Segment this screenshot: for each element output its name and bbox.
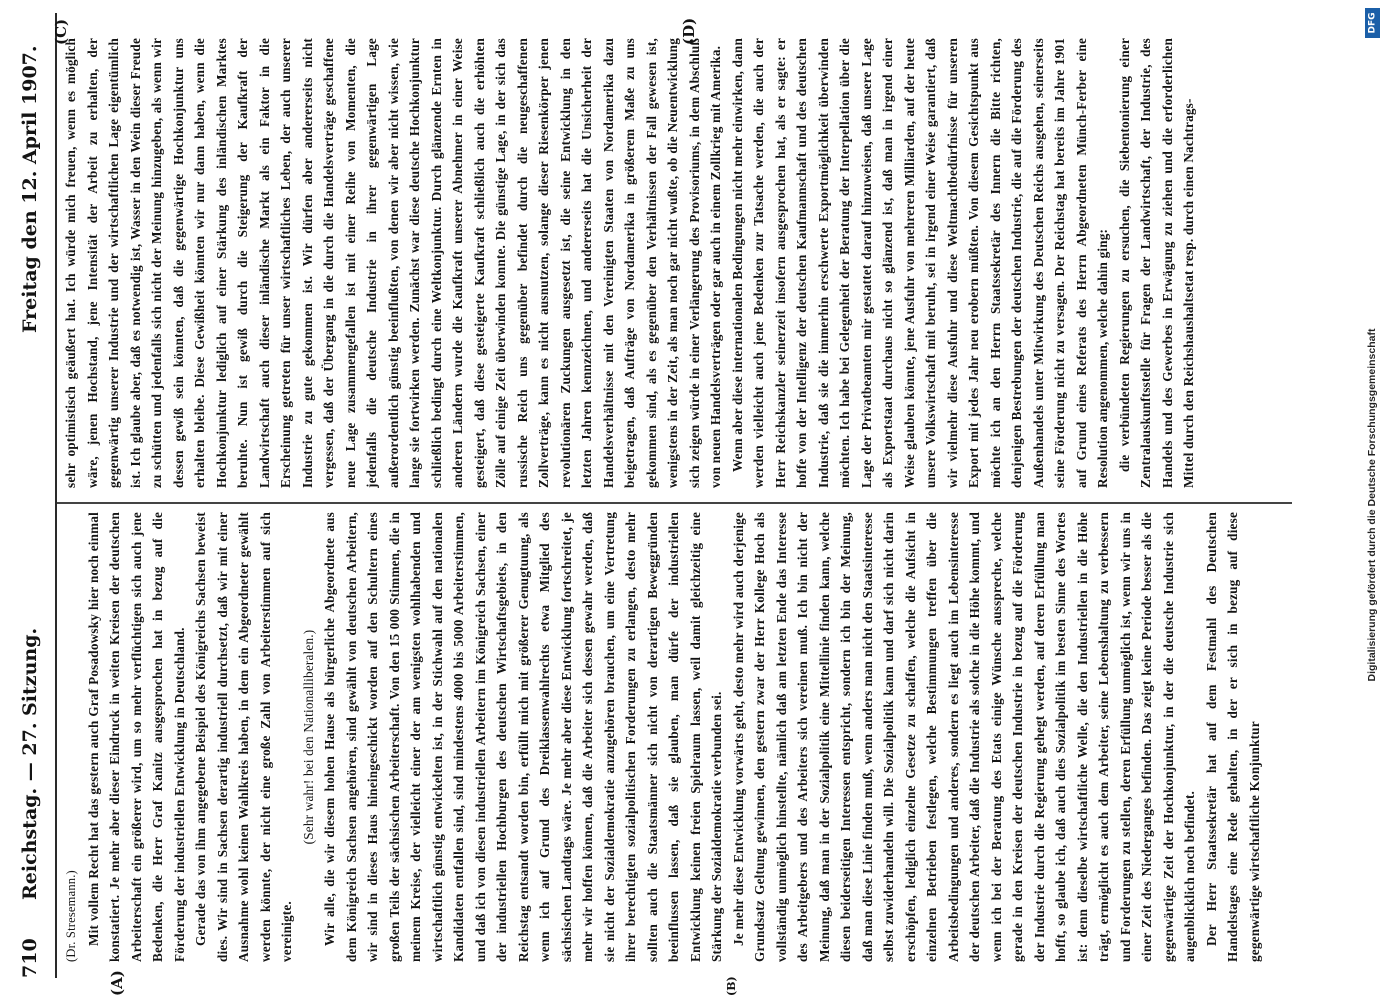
paragraph: Mit vollem Recht hat das gestern auch Graf Posadowsky hier noch einmal konstatiert. Je mehr aber dieser Eindruck in weiten Kreisen der deutschen Arbeiterschaft ein größerer wird, um so mehr verflüchtigen sich auch jene Bedenken, die Herr Graf Kanitz ausgesprochen hat in bezug auf die Förderung der industriellen Entwicklung in Deutschland. — [85, 512, 187, 962]
paragraph: Gerade das von ihm angegebene Beispiel des Königreichs Sachsen beweist dies. Wir sind in Sachsen derartig industriell durchsetzt, daß wir mit einer Ausnahme wohl keinen Wahlkreis haben, in dem ein Abgeordneter gewählt werden könnte, der nicht eine große Zahl von Arbeiterstimmen auf sich vereinigte. — [193, 512, 294, 962]
paragraph: sehr optimistisch geäußert hat. Ich würde mich freuen, wenn es möglich wäre, jenen Hochstand, jene Intensität der Arbeit zu erhalten, der gegenwärtig unserer Industrie und der wirtschaftlichen Lage eigentümlich ist. Ich glaube aber, daß es notwendig ist, Wasser in den Wein dieser Freude zu schütten und jedenfalls sich nicht der Meinung hinzugeben, als wenn wir dessen gewiß sein könnten, daß die gegenwärtige Hochkonjunktur uns erhalten bleibe. Diese Gewißheit könnten wir nur dann haben, wenn die Hochkonjunktur lediglich auf einer Stärkung des inländischen Marktes beruhte. Nun ist gewiß durch die Steigerung der Kaufkraft der Landwirtschaft auch dieser inländische Markt als ein Faktor in die Erscheinung getreten für unser wirtschaftliches Leben, der auch unserer Industrie zu gute gekommen ist. Wir dürfen aber andererseits nicht vergessen, daß der Übergang in die durch die Handelsverträge geschaffene neue Lage zusammengefallen ist mit einer Reihe von Momenten, die jedenfalls die deutsche Industrie in ihrer gegenwärtigen Lage außerordentlich günstig beeinflußten, von denen wir aber nicht wissen, wie lange sie fortwirken werden. Zunächst war diese deutsche Hochkonjunktur schließlich bedingt durch eine Weltkonjunktur. Durch glänzende Ernten in anderen Ländern wurde die Kaufkraft unserer Abnehmer in einer Weise gesteigert, daß diese gesteigerte Kaufkraft schließlich auch die erhöhten Zölle auf einige Zeit überwinden konnte. Die günstige Lage, in der sich das russische Reich uns gegenüber befindet durch die neugeschaffenen Zollverträge, kann es nicht ausnutzen, solange dieser Riesenkörper jenen revolutionären Zuckungen ausgesetzt ist, die seine Entwicklung in den letzten Jahren kennzeichnen, und andererseits hat die Unsicherheit der Handelsverhältnisse mit den Vereinigten Staaten von Nordamerika dazu beigetragen, daß Aufträge von Nordamerika in größerem Maße zu uns gekommen sind, als es gegenüber den Verhältnissen der Fall gewesen ist, wenigstens in der Zeit, als man noch gar nicht wußte, ob die Neuentwicklung sich zeigen würde in einer Verlängerung des Provisoriums, in dem Abschluß von neuen Handelsverträgen oder gar auch in einem Zollkrieg mit Amerika. — [63, 38, 723, 488]
header-rule — [55, 13, 57, 978]
paragraph: Der Herr Staatssekretär hat auf dem Festmahl des Deutschen Handelstages eine Rede gehalten, in der er sich in bezug auf diese gegenwärtige wirtschaftliche Konjunktur — [1203, 512, 1262, 962]
paragraph: Wenn aber diese internationalen Bedingungen nicht mehr einwirken, dann werden vielleicht auch jene Bedenken zur Tatsache werden, die auch der Herr Reichskanzler seinerzeit insofern ausgesprochen hat, als er sagte: er hoffe von der Intelligenz der deutschen Kaufmannschaft und des deutschen Industrie, daß sie die immerhin erschwerte Exportmöglichkeit überwinden möchten. Ich habe bei Gelegenheit der Beratung der Interpellation über die Lage der Privatbeamten mir gestattet darauf hinzuweisen, daß unsere Lage als Exportstaat durchaus nicht so glänzend ist, daß man in irgend einer Weise glauben könnte, jene Ausfuhr von mehreren Milliarden, auf der heute unsere Volkswirtschaft mit beruht, sei in irgend einer Weise garantiert, daß wir vielmehr diese Ausfuhr und diese Weltmachtbedürfnisse für unseren Export mit jedes Jahr neu erobern müßten. Von diesem Gesichtspunkt aus möchte ich an den Herrn Staatssekretär des Innern die Bitte richten, denjenigen Bestrebungen der deutschen Industrie, die auf die Förderung des Außenhandels unter Mitwirkung des Deutschen Reichs ausgehen, seinerseits seine Förderung nicht zu versagen. Der Reichstag hat bereits im Jahre 1901 auf Grund eines Referats des Herrn Abgeordneten Münch-Ferber eine Resolution angenommen, welche dahin ging: — [729, 38, 1110, 488]
margin-marker-a: (A) — [108, 970, 126, 996]
page-title: Reichstag. — 27. Sitzung. — [19, 627, 41, 900]
page-header — [8, 13, 52, 978]
digitization-sidebar — [1363, 8, 1383, 998]
dfg-logo: DFG — [1365, 8, 1380, 38]
right-column — [60, 38, 1285, 488]
speaker-label: (Dr. Stresemann.) — [64, 870, 78, 962]
session-date: Freitag den 12. April 1907. — [19, 45, 41, 333]
digitization-credit: Digitalisierung gefördert durch die Deutsche Forschungsgemeinschaft — [1366, 328, 1378, 682]
interjection: (Sehr wahr! bei den Nationalliberalen.) — [300, 629, 316, 845]
margin-marker-b: (B) — [725, 976, 738, 996]
margin-marker-c: (C) — [52, 18, 70, 45]
paragraph: die verbündeten Regierungen zu ersuchen, die Siebentonierung einer Zentralauskunftsstelle für Fragen der Landwirtschaft, der Industrie, des Handels und des Gewerbes in Erwägung zu ziehen und die erforderlichen Mittel durch den Reichshaushaltsetat resp. durch einen Nachtrags- — [1116, 38, 1196, 488]
column-divider — [57, 503, 1292, 505]
page-number: 710 — [19, 938, 41, 978]
paragraph: Je mehr diese Entwicklung vorwärts geht, desto mehr wird auch derjenige Grundsatz Geltung gewinnen, den gestern zwar der Herr Kollege Hoch als vollständig unmöglich hinstellte, nämlich daß am letzten Ende das Interesse des Arbeitgebers und des Arbeiters sich vereinen muß. Ich bin nicht der Meinung, daß man in der Sozialpolitik eine Mittellinie finden kann, welche diesen beiderseitigen Interessen entspricht, sondern ich bin der Meinung, daß man diese Linie finden muß, wenn anders man nicht den Staatsinteresse selbst zuwiderhandeln will. Die Sozialpolitik kann und darf sich nicht darin erschöpfen, lediglich einzelne Gesetze zu schaffen, welche die Aufsicht in einzelnen Betrieben festlegen, welche Bestimmungen treffen über die Arbeitsbedingungen und anderes, sondern es liegt auch im Lebensinteresse der deutschen Arbeiter, daß die Industrie als solche in die Höhe kommt, und wenn ich bei der Beratung des Etats einige Wünsche ausspreche, welche gerade in den Kreisen der deutschen Industrie in bezug auf die Förderung der Industrie durch die Regierung gehegt werden, auf deren Erfüllung man hofft, so glaube ich, daß auch dies Sozialpolitik im besten Sinne des Wortes ist: denn dieselbe wirtschaftliche Welle, die den Industriellen in die Höhe trägt, ermöglicht es auch dem Arbeiter, seine Lebenshaltung zu verbessern und Forderungen zu stellen, deren Erfüllung unmöglich ist, wenn wir uns in einer Zeit des Niederganges befinden. Das zeigt keine Periode besser als die gegenwärtige Zeit der Hochkonjunktur, in der die deutsche Industrie sich augenblicklich noch befindet. — [730, 512, 1197, 962]
left-column — [60, 512, 1285, 962]
paragraph: Wir alle, die wir diesem hohen Hause als bürgerliche Abgeordnete aus dem Königreich Sachsen angehören, sind gewählt von deutschen Arbeitern, wir sind in dieses Haus hineingeschickt worden auf den Schultern eines großen Teils der sächsischen Arbeiterschaft. Von den 15 000 Stimmen, die in meinem Kreise, der vielleicht einer der am wenigsten wohlhabenden und wirtschaftlich günstig entwickelten ist, in der Stichwahl auf den nationalen Kandidaten entfallen sind, sind mindestens 4000 bis 5000 Arbeiterstimmen, und daß ich von diesen industriellen Arbeitern im Königreich Sachsen, einer der industriellen Hochburgen des deutschen Wirtschaftsgebiets, in den Reichstag entsandt worden bin, erfüllt mich mit größerer Genugtuung, als wenn ich auf Grund des Dreiklassenwahlrechts etwa Mitglied des sächsischen Landtags wäre. Je mehr aber diese Entwicklung fortschreitet, je mehr wir hoffen können, daß die Arbeiter sich dessen gewahr werden, daß sie nicht der Sozialdemokratie anzugehören brauchen, um eine Vertretung ihrer berechtigten sozialpolitischen Forderungen zu erlangen, desto mehr sollten auch die Staatsmänner sich nicht von derartigen Beweggründen beeinflussen lassen, daß sie glauben, man dürfe der industriellen Entwicklung keinen freien Spielraum lassen, weil damit gleichzeitig eine Stärkung der Sozialdemokratie verbunden sei. — [322, 512, 724, 962]
margin-marker-d: (D) — [680, 17, 698, 45]
